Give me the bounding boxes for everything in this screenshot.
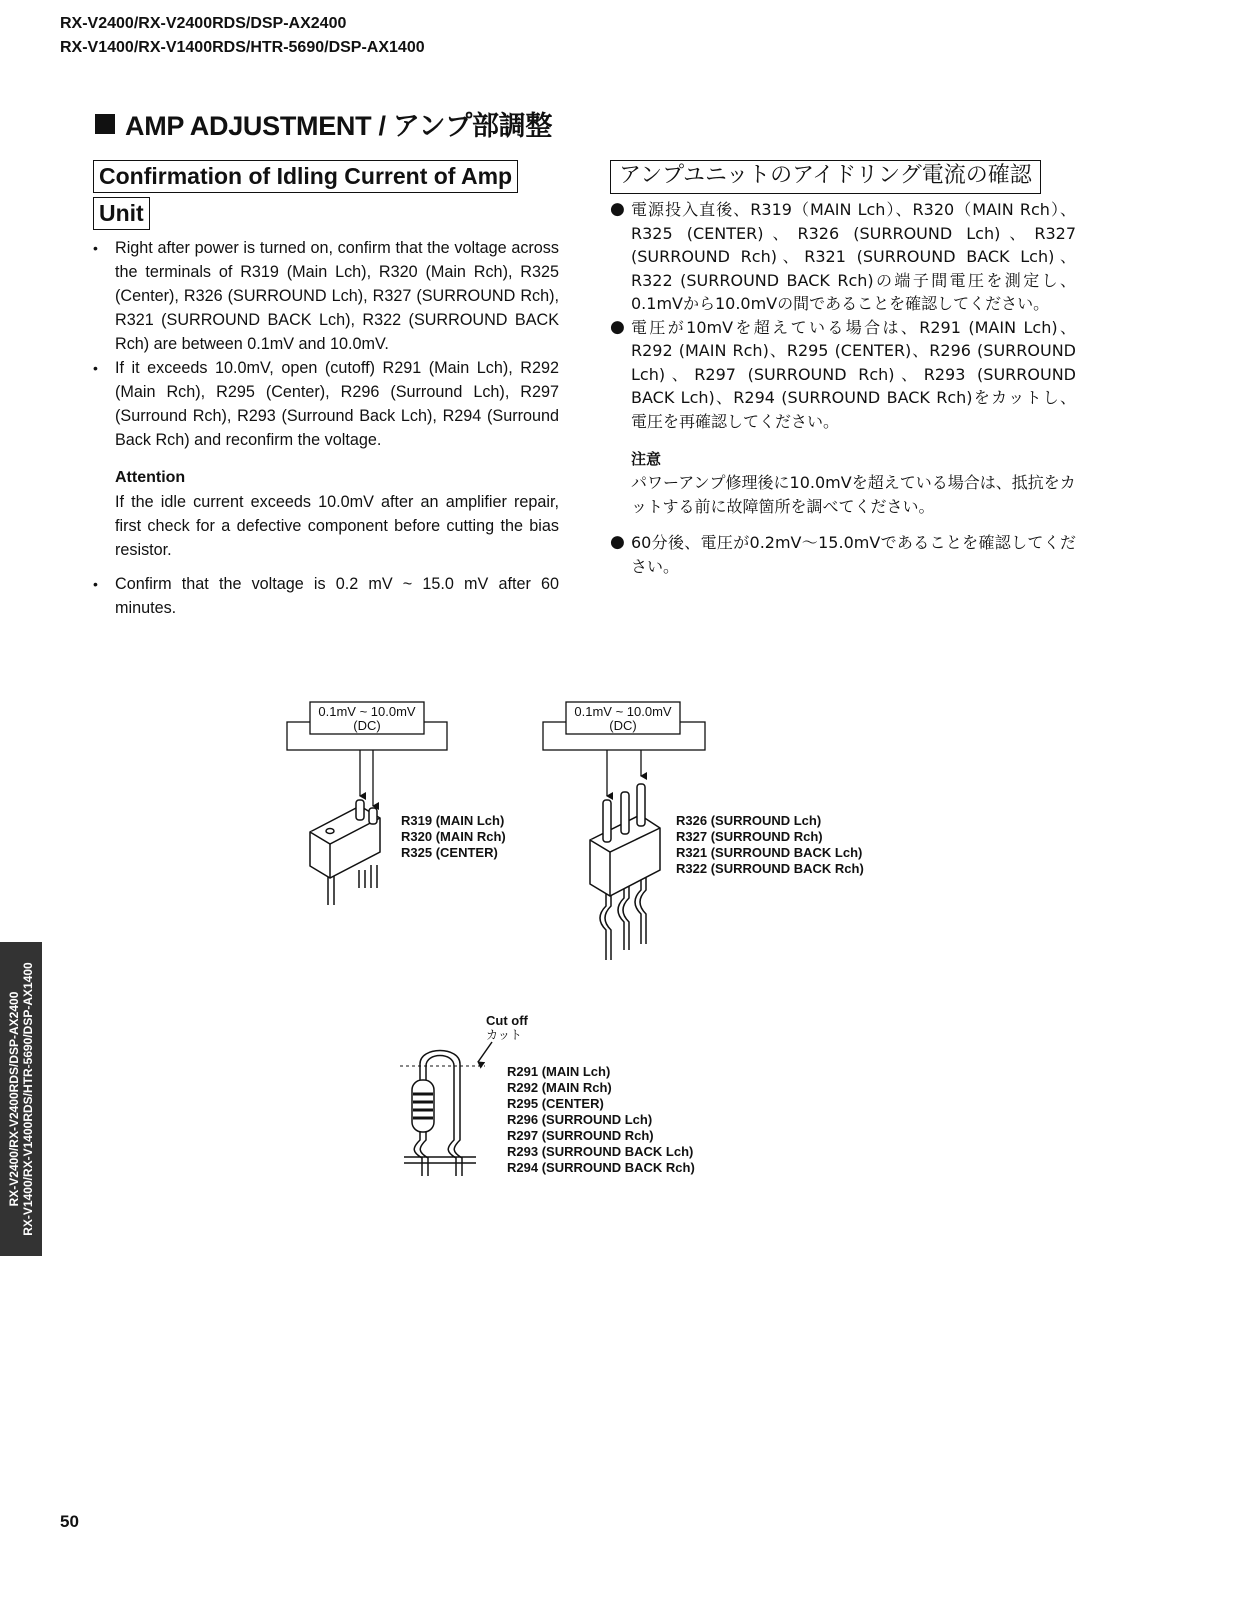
resistor-label: R322 (SURROUND BACK Rch) <box>676 861 864 876</box>
japanese-bullet: ● 電源投入直後、R319（MAIN Lch）、R320（MAIN Rch）、R325 (CENTER)、R326 (SURROUND Lch)、R327 (SURROUND Rch)、R321 (SURROUND BACK Lch)、R322 (SURROUND BACK Rch)の端子間電圧を測定し、0.1mVから10.0mVの間であることを確認してください。 <box>610 198 1076 316</box>
resistor-label: R327 (SURROUND Rch) <box>676 829 823 844</box>
resistor-label: R295 (CENTER) <box>507 1096 604 1111</box>
bias-resistor-cutoff-icon <box>400 1042 492 1176</box>
resistor-label: R319 (MAIN Lch) <box>401 813 505 828</box>
resistor-label: R296 (SURROUND Lch) <box>507 1112 653 1127</box>
english-heading-line-2: Unit <box>93 197 150 230</box>
header-model-line-2: RX-V1400/RX-V1400RDS/HTR-5690/DSP-AX1400 <box>60 39 425 56</box>
resistor-label: R325 (CENTER) <box>401 845 498 860</box>
meter-1-dc: (DC) <box>353 718 381 733</box>
english-bullet: • Right after power is turned on, confirm that the voltage across the terminals of R319 (Main Lch), R320 (Main Rch), R325 (Center), R326 (SURROUND Lch), R327 (SURROUND Rch), R321 (SURROUND BACK Lch), R322 (SURROUND BACK Rch) are between 0.1mV and 10.0mV. <box>93 236 559 356</box>
page-number: 50 <box>60 1512 79 1531</box>
resistor-label: R292 (MAIN Rch) <box>507 1080 612 1095</box>
cut-off-label: Cut off <box>486 1013 528 1028</box>
english-bullet: • Confirm that the voltage is 0.2 mV ~ 15.0 mV after 60 minutes. <box>93 572 559 620</box>
japanese-attention-title: 注意 <box>631 450 662 468</box>
side-tab-text <box>7 962 35 1235</box>
header-model-line-1: RX-V2400/RX-V2400RDS/DSP-AX2400 <box>60 15 347 32</box>
resistor-block-2-icon <box>590 784 660 960</box>
side-model-tab <box>0 942 42 1256</box>
resistor-label: R320 (MAIN Rch) <box>401 829 506 844</box>
attention-title: Attention <box>115 469 186 486</box>
meter-2-range: 0.1mV ~ 10.0mV <box>574 704 672 719</box>
resistor-label: R293 (SURROUND BACK Lch) <box>507 1144 694 1159</box>
meter-1-range: 0.1mV ~ 10.0mV <box>318 704 416 719</box>
section-title-text: AMP ADJUSTMENT / アンプ部調整 <box>125 111 553 141</box>
meter-2-dc: (DC) <box>609 718 637 733</box>
japanese-bullet: ● 電圧が10mVを超えている場合は、R291 (MAIN Lch)、R292 (MAIN Rch)、R295 (CENTER)、R296 (SURROUND Lch)、R297 (SURROUND Rch)、R293 (SURROUND BACK Lch)、R294 (SURROUND BACK Rch)をカットし、電圧を再確認してください。 <box>610 316 1076 434</box>
resistor-label: R297 (SURROUND Rch) <box>507 1128 654 1143</box>
resistor-label: R326 (SURROUND Lch) <box>676 813 822 828</box>
resistor-label: R294 (SURROUND BACK Rch) <box>507 1160 695 1175</box>
cut-off-label-jp: カット <box>486 1028 522 1042</box>
resistor-label: R291 (MAIN Lch) <box>507 1064 611 1079</box>
japanese-attention-body: パワーアンプ修理後に10.0mVを超えている場合は、抵抗をカットする前に故障箇所を調べてください。 <box>631 473 1076 516</box>
english-bullet: • If it exceeds 10.0mV, open (cutoff) R291 (Main Lch), R292 (Main Rch), R295 (Center), R296 (Surround Lch), R297 (Surround Rch), R293 (Surround Back Lch), R294 (Surround Back Rch) and reconfirm the voltage. <box>93 356 559 452</box>
side-tab-line-1: RX-V2400/RX-V2400RDS/DSP-AX2400 <box>7 991 21 1207</box>
attention-body: If the idle current exceeds 10.0mV after an amplifier repair, first check for a defective component before cutting the bias resistor. <box>115 493 559 559</box>
japanese-heading: アンプユニットのアイドリング電流の確認 <box>610 160 1041 194</box>
resistor-label: R321 (SURROUND BACK Lch) <box>676 845 863 860</box>
english-heading-line-1: Confirmation of Idling Current of Amp <box>93 160 518 193</box>
japanese-bullet: ● 60分後、電圧が0.2mV〜15.0mVであることを確認してください。 <box>610 531 1076 578</box>
side-tab-line-2: RX-V1400/RX-V1400RDS/HTR-5690/DSP-AX1400 <box>21 962 35 1236</box>
resistor-block-1-icon <box>310 800 380 905</box>
